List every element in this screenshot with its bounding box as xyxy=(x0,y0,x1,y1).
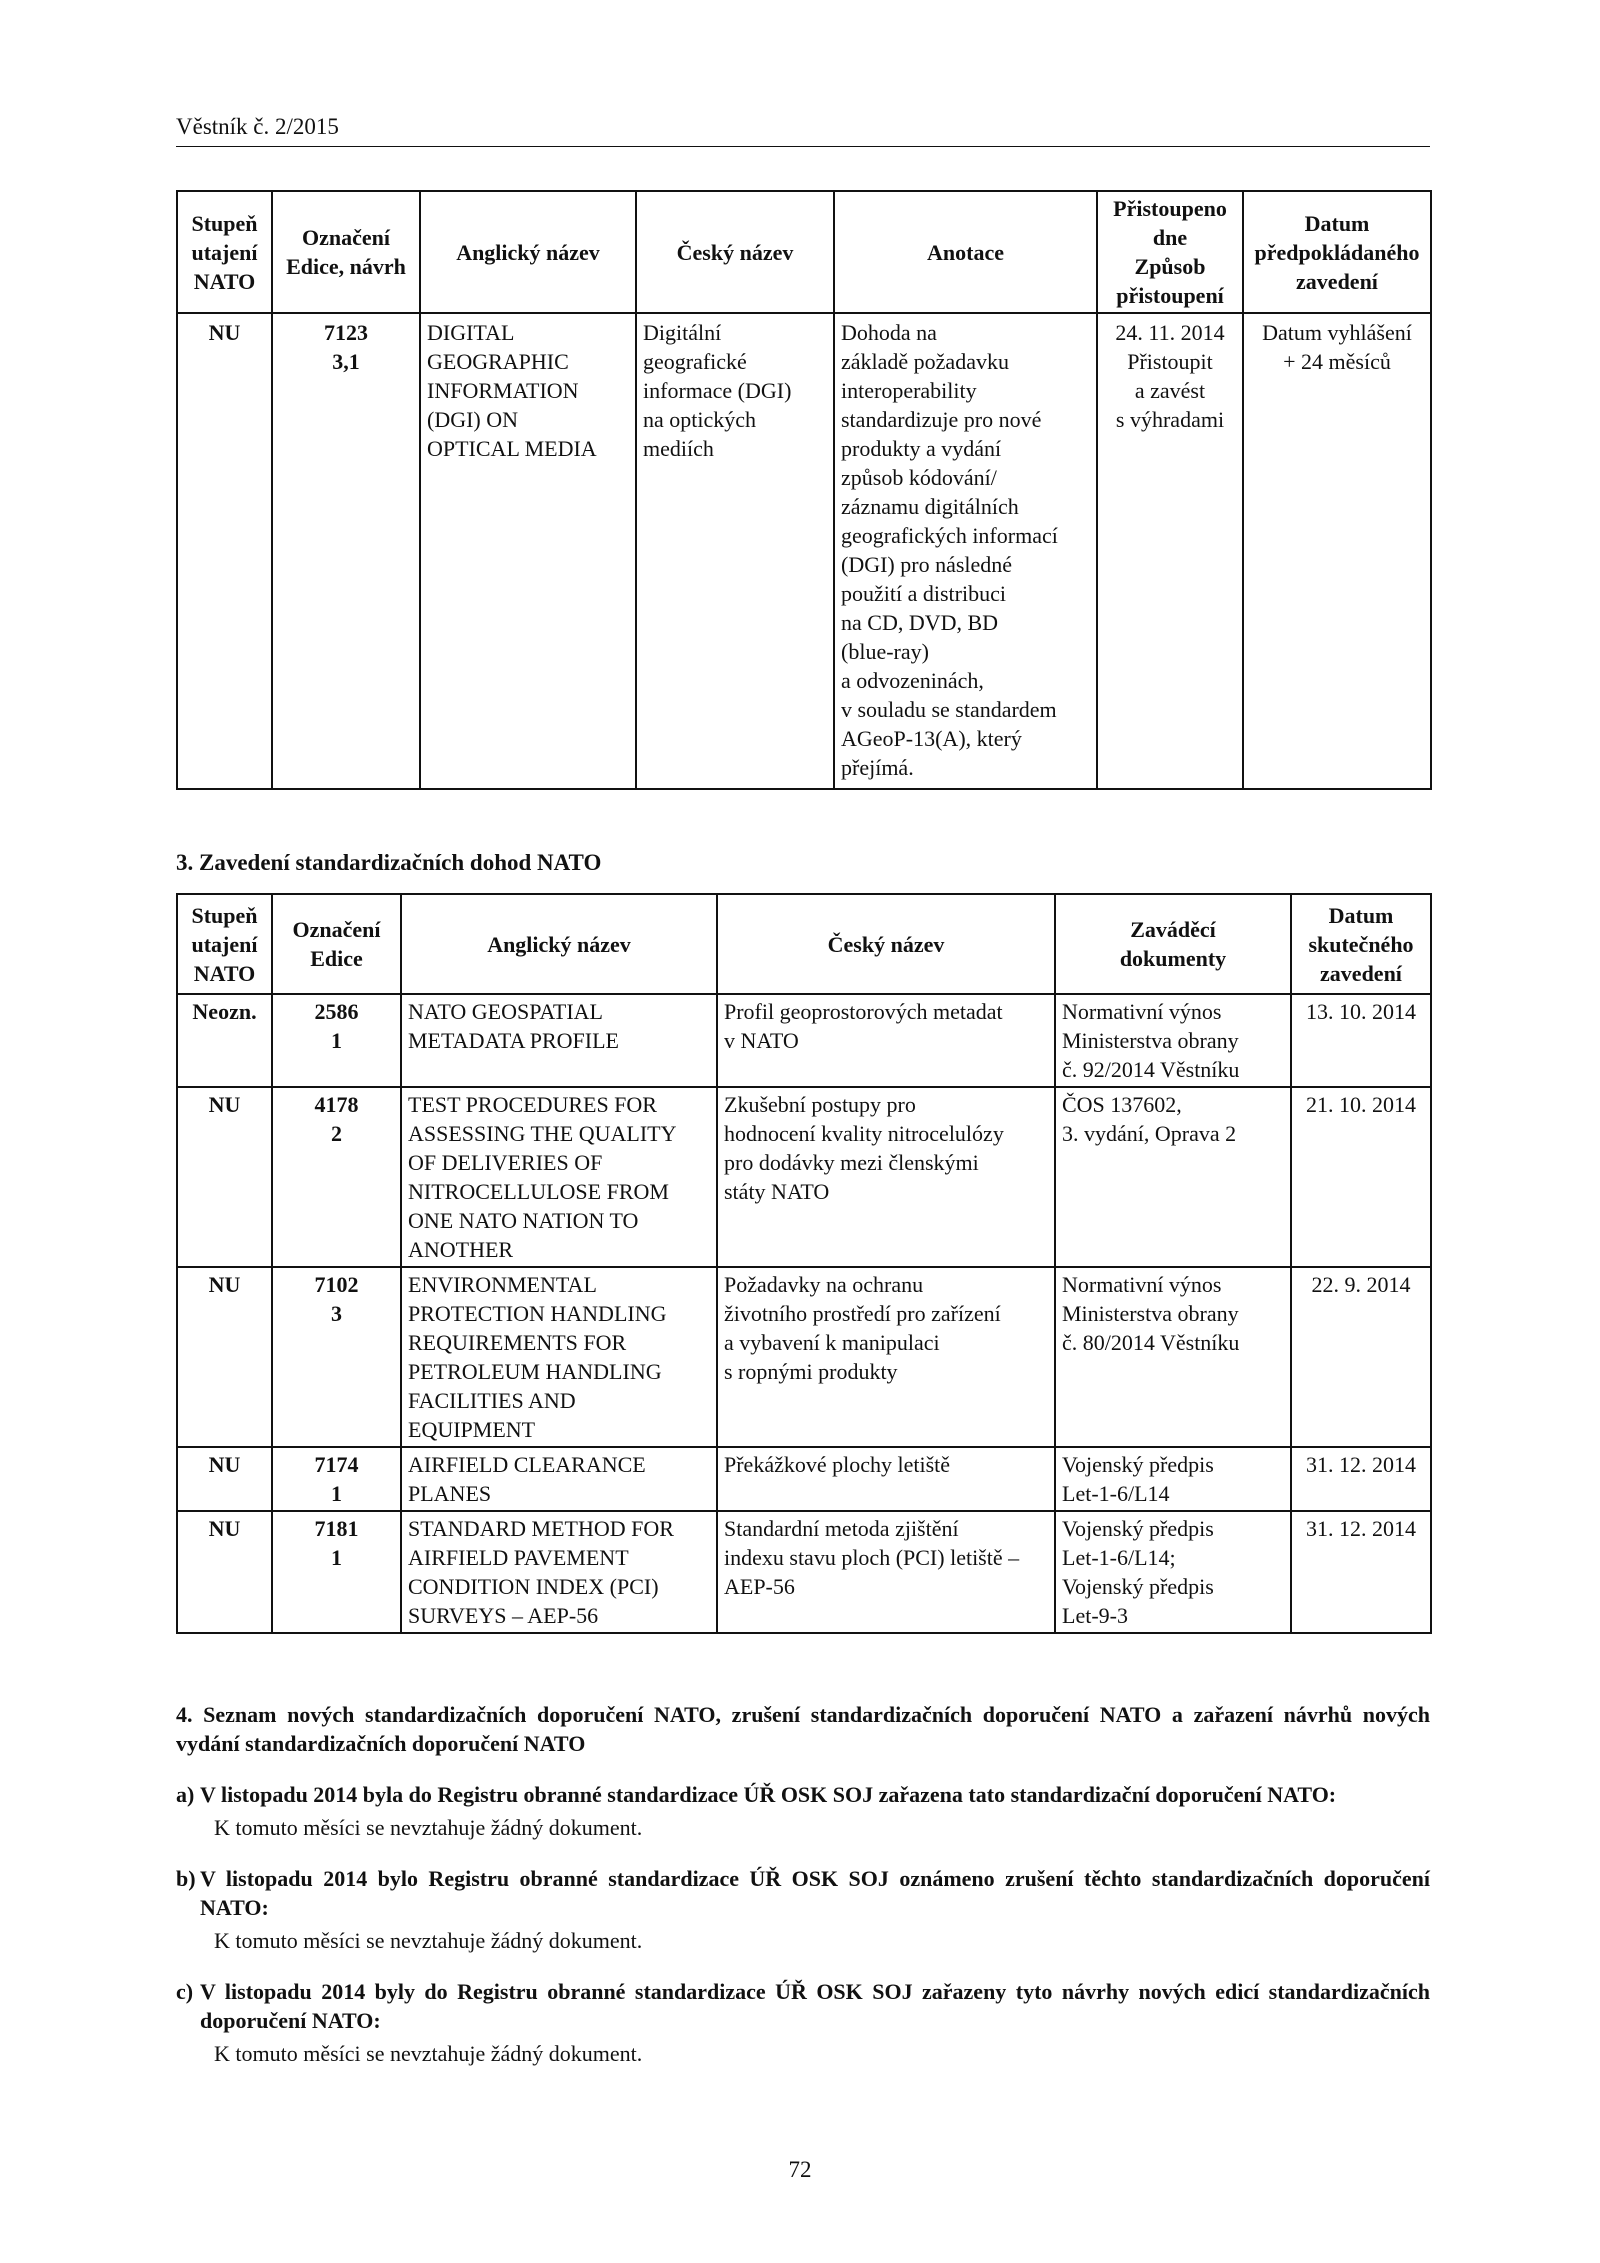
accession-cell: 24. 11. 2014 Přistoupit a zavést s výhradami xyxy=(1097,313,1243,789)
english-title-cell: TEST PROCEDURES FOR ASSESSING THE QUALITY OF DELIVERIES OF NITROCELLULOSE FROM ONE NATO NATION TO ANOTHER xyxy=(401,1087,717,1267)
table-row xyxy=(177,1447,1431,1511)
list-item-note: K tomuto měsíci se nevztahuje žádný dokument. xyxy=(214,1928,643,1953)
date-cell: 21. 10. 2014 xyxy=(1291,1087,1431,1267)
designation-cell: 7174 1 xyxy=(272,1447,401,1511)
list-item-note: K tomuto měsíci se nevztahuje žádný dokument. xyxy=(214,1815,643,1840)
table-row xyxy=(177,994,1431,1087)
czech-title-cell: Překážkové plochy letiště xyxy=(717,1447,1055,1511)
header-planned-date: Datum předpokládaného zavedení xyxy=(1243,191,1431,313)
header-english-title: Anglický název xyxy=(420,191,636,313)
annotation-cell: Dohoda na základě požadavku interoperability standardizuje pro nové produkty a vydání způsob kódování/ záznamu digitálních geografických informací (DGI) pro následné použití a distribuci na CD, DVD, BD (blue-ray) a odvozeninách, v souladu se standardem AGeoP-13(A), který přejímá. xyxy=(834,313,1097,789)
designation-cell: 7123 3,1 xyxy=(272,313,420,789)
designation-cell: 7102 3 xyxy=(272,1267,401,1447)
accession-table xyxy=(176,190,1432,790)
czech-title-cell: Digitální geografické informace (DGI) na optických mediích xyxy=(636,313,834,789)
header-documents: Zaváděcí dokumenty xyxy=(1055,894,1291,994)
english-title-cell: ENVIRONMENTAL PROTECTION HANDLING REQUIREMENTS FOR PETROLEUM HANDLING FACILITIES AND EQUIPMENT xyxy=(401,1267,717,1447)
header-czech-title: Český název xyxy=(636,191,834,313)
documents-cell: Normativní výnos Ministerstva obrany č. 80/2014 Věstníku xyxy=(1055,1267,1291,1447)
classification-cell: NU xyxy=(177,1087,272,1267)
page-header xyxy=(176,112,1430,147)
header-accession: Přistoupeno dne Způsob přistoupení xyxy=(1097,191,1243,313)
list-marker: b) xyxy=(176,1866,196,1891)
czech-title-cell: Profil geoprostorových metadat v NATO xyxy=(717,994,1055,1087)
table-header-row xyxy=(177,191,1431,313)
header-czech-title: Český název xyxy=(717,894,1055,994)
date-cell: 31. 12. 2014 xyxy=(1291,1447,1431,1511)
list-item-text: V listopadu 2014 byla do Registru obranné standardizace ÚŘ OSK SOJ zařazena tato standardizační doporučení NATO: xyxy=(200,1782,1337,1807)
section-4-heading: 4. Seznam nových standardizačních doporučení NATO, zrušení standardizačních doporučení NATO a zařazení návrhů nových vydání standardizačních doporučení NATO xyxy=(176,1702,1430,1756)
header-classification: Stupeň utajení NATO xyxy=(177,894,272,994)
documents-cell: Vojenský předpis Let-1-6/L14 xyxy=(1055,1447,1291,1511)
section-3-heading: 3. Zavedení standardizačních dohod NATO xyxy=(176,850,602,875)
header-classification: Stupeň utajení NATO xyxy=(177,191,272,313)
table-row xyxy=(177,1267,1431,1447)
english-title-cell: DIGITAL GEOGRAPHIC INFORMATION (DGI) ON OPTICAL MEDIA xyxy=(420,313,636,789)
header-english-title: Anglický název xyxy=(401,894,717,994)
czech-title-cell: Standardní metoda zjištění indexu stavu ploch (PCI) letiště – AEP-56 xyxy=(717,1511,1055,1633)
list-marker: a) xyxy=(176,1782,195,1807)
documents-cell: Normativní výnos Ministerstva obrany č. 92/2014 Věstníku xyxy=(1055,994,1291,1087)
page-number: 72 xyxy=(788,2157,812,2182)
designation-cell: 7181 1 xyxy=(272,1511,401,1633)
date-cell: 22. 9. 2014 xyxy=(1291,1267,1431,1447)
table-row xyxy=(177,1511,1431,1633)
header-designation: Označení Edice xyxy=(272,894,401,994)
date-cell: 13. 10. 2014 xyxy=(1291,994,1431,1087)
list-item-c xyxy=(176,1977,1430,2068)
date-cell: 31. 12. 2014 xyxy=(1291,1511,1431,1633)
list-item-b xyxy=(176,1864,1430,1955)
english-title-cell: NATO GEOSPATIAL METADATA PROFILE xyxy=(401,994,717,1087)
designation-cell: 2586 1 xyxy=(272,994,401,1087)
classification-cell: NU xyxy=(177,1511,272,1633)
list-item-a xyxy=(176,1780,1430,1842)
classification-cell: NU xyxy=(177,313,272,789)
classification-cell: NU xyxy=(177,1447,272,1511)
list-item-text: V listopadu 2014 bylo Registru obranné standardizace ÚŘ OSK SOJ oznámeno zrušení těchto standardizačních doporučení NATO: xyxy=(200,1866,1430,1920)
planned-date-cell: Datum vyhlášení + 24 měsíců xyxy=(1243,313,1431,789)
list-item-note: K tomuto měsíci se nevztahuje žádný dokument. xyxy=(214,2041,643,2066)
classification-cell: Neozn. xyxy=(177,994,272,1087)
documents-cell: ČOS 137602, 3. vydání, Oprava 2 xyxy=(1055,1087,1291,1267)
english-title-cell: AIRFIELD CLEARANCE PLANES xyxy=(401,1447,717,1511)
section-4 xyxy=(176,1700,1430,2068)
designation-cell: 4178 2 xyxy=(272,1087,401,1267)
list-item-text: V listopadu 2014 byly do Registru obranné standardizace ÚŘ OSK SOJ zařazeny tyto návrhy nových edicí standardizačních doporučení NATO: xyxy=(200,1979,1430,2033)
table-row xyxy=(177,1087,1431,1267)
english-title-cell: STANDARD METHOD FOR AIRFIELD PAVEMENT CONDITION INDEX (PCI) SURVEYS – AEP-56 xyxy=(401,1511,717,1633)
implementation-table xyxy=(176,893,1432,1634)
czech-title-cell: Požadavky na ochranu životního prostředí pro zařízení a vybavení k manipulaci s ropnými produkty xyxy=(717,1267,1055,1447)
header-actual-date: Datum skutečného zavedení xyxy=(1291,894,1431,994)
header-annotation: Anotace xyxy=(834,191,1097,313)
publication-title: Věstník č. 2/2015 xyxy=(176,114,339,139)
czech-title-cell: Zkušební postupy pro hodnocení kvality nitrocelulózy pro dodávky mezi členskými státy NATO xyxy=(717,1087,1055,1267)
list-marker: c) xyxy=(176,1979,194,2004)
table-header-row xyxy=(177,894,1431,994)
documents-cell: Vojenský předpis Let-1-6/L14; Vojenský předpis Let-9-3 xyxy=(1055,1511,1291,1633)
table-row xyxy=(177,313,1431,789)
header-designation: Označení Edice, návrh xyxy=(272,191,420,313)
classification-cell: NU xyxy=(177,1267,272,1447)
